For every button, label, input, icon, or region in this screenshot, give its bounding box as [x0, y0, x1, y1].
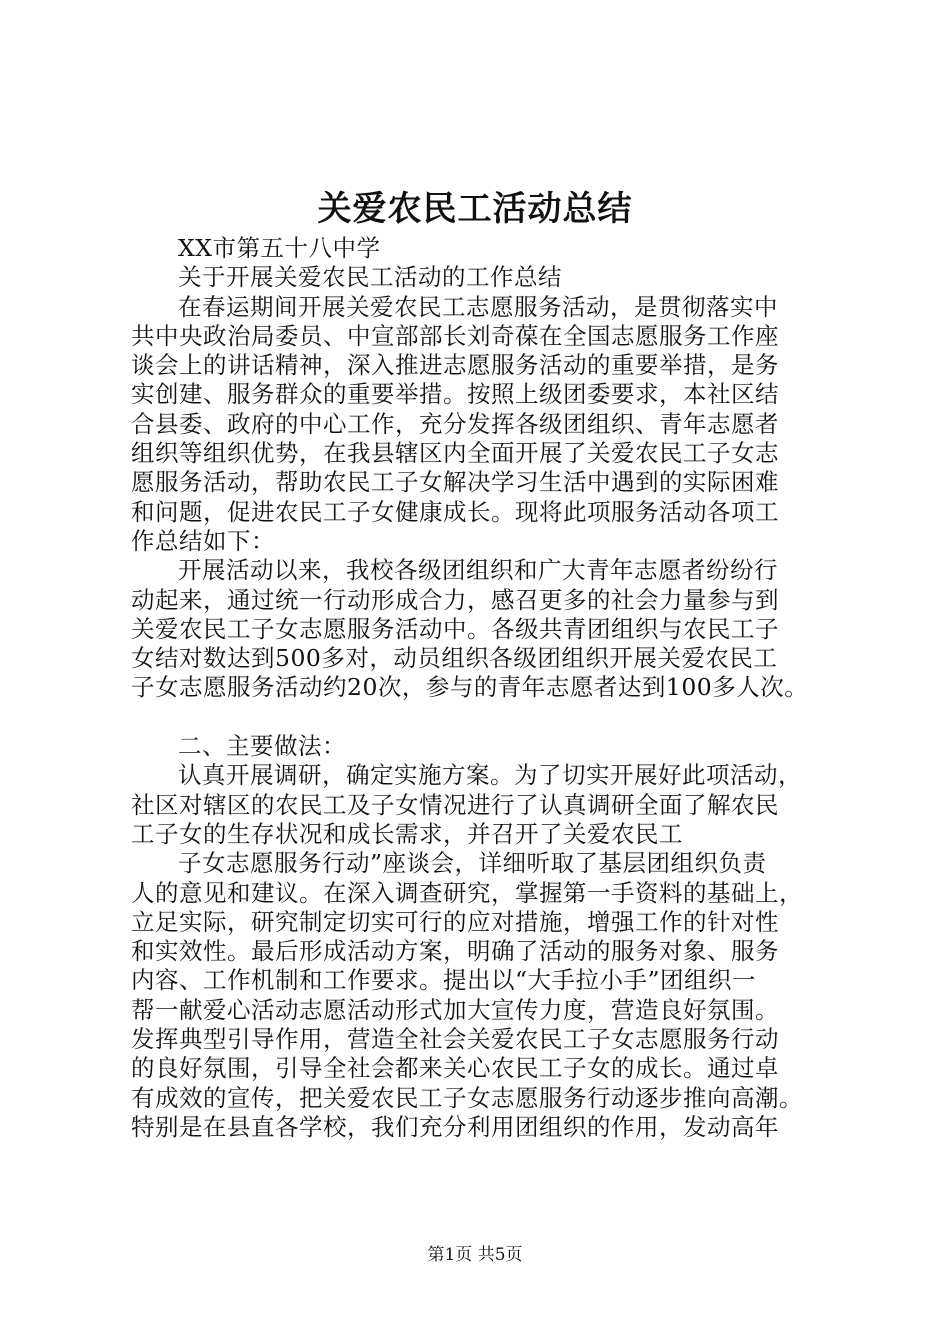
- text-line: 关于开展关爱农民工活动的工作总结: [178, 263, 562, 292]
- text-line: 谈会上的讲话精神，深入推进志愿服务活动的重要举措，是务: [131, 351, 779, 380]
- text-line: 子女志愿服务行动”座谈会，详细听取了基层团组织负责: [178, 849, 767, 878]
- document-body: [131, 234, 831, 1142]
- text-line: 特别是在县直各学校，我们充分利用团组织的作用，发动高年: [131, 1112, 779, 1141]
- text-line: 和问题，促进农民工子女健康成长。现将此项服务活动各项工: [131, 497, 779, 526]
- text-line: 实创建、服务群众的重要举措。按照上级团委要求，本社区结: [131, 380, 779, 409]
- text-line: 内容、工作机制和工作要求。提出以“大手拉小手”团组织一: [131, 966, 757, 995]
- text-line: 人的意见和建议。在深入调查研究，掌握第一手资料的基础上，: [131, 878, 803, 907]
- text-line: 立足实际，研究制定切实可行的应对措施，增强工作的针对性: [131, 907, 779, 936]
- text-line: 关爱农民工子女志愿服务活动中。各级共青团组织与农民工子: [131, 614, 779, 643]
- text-line: XX市第五十八中学: [178, 234, 381, 262]
- text-line: 开展活动以来，我校各级团组织和广大青年志愿者纷纷行: [178, 556, 778, 585]
- text-line: 合县委、政府的中心工作，充分发挥各级团组织、青年志愿者: [131, 409, 779, 438]
- text-line: 共中央政治局委员、中宣部部长刘奇葆在全国志愿服务工作座: [131, 321, 779, 350]
- text-line: 的良好氛围，引导全社会都来关心农民工子女的成长。通过卓: [131, 1054, 779, 1083]
- text-line: 工子女的生存状况和成长需求，并召开了关爱农民工: [131, 819, 683, 848]
- text-line: 愿服务活动，帮助农民工子女解决学习生活中遇到的实际困难: [131, 468, 779, 497]
- text-line: 帮一献爱心活动志愿活动形式加大宣传力度，营造良好氛围。: [131, 995, 779, 1024]
- text-line: 组织等组织优势，在我县辖区内全面开展了关爱农民工子女志: [131, 439, 779, 468]
- text-line: 在春运期间开展关爱农民工志愿服务活动，是贯彻落实中: [178, 292, 778, 321]
- document-title: 关爱农民工活动总结: [317, 189, 633, 229]
- text-line: 和实效性。最后形成活动方案，明确了活动的服务对象、服务: [131, 937, 779, 966]
- text-line: 社区对辖区的农民工及子女情况进行了认真调研全面了解农民: [131, 790, 779, 819]
- text-line: 子女志愿服务活动约20次，参与的青年志愿者达到100多人次。: [131, 673, 809, 702]
- text-line: 作总结如下：: [131, 526, 275, 555]
- text-line: 发挥典型引导作用，营造全社会关爱农民工子女志愿服务行动: [131, 1025, 779, 1054]
- page-footer: 第1页 共5页: [427, 1245, 523, 1265]
- blank-line: [131, 703, 831, 732]
- text-line: 有成效的宣传，把关爱农民工子女志愿服务行动逐步推向高潮。: [131, 1083, 803, 1112]
- text-line: 认真开展调研，确定实施方案。为了切实开展好此项活动，: [178, 761, 802, 790]
- text-line: 女结对数达到500多对，动员组织各级团组织开展关爱农民工: [131, 644, 778, 673]
- text-line: 二、主要做法：: [178, 732, 346, 761]
- text-line: 动起来，通过统一行动形成合力，感召更多的社会力量参与到: [131, 585, 779, 614]
